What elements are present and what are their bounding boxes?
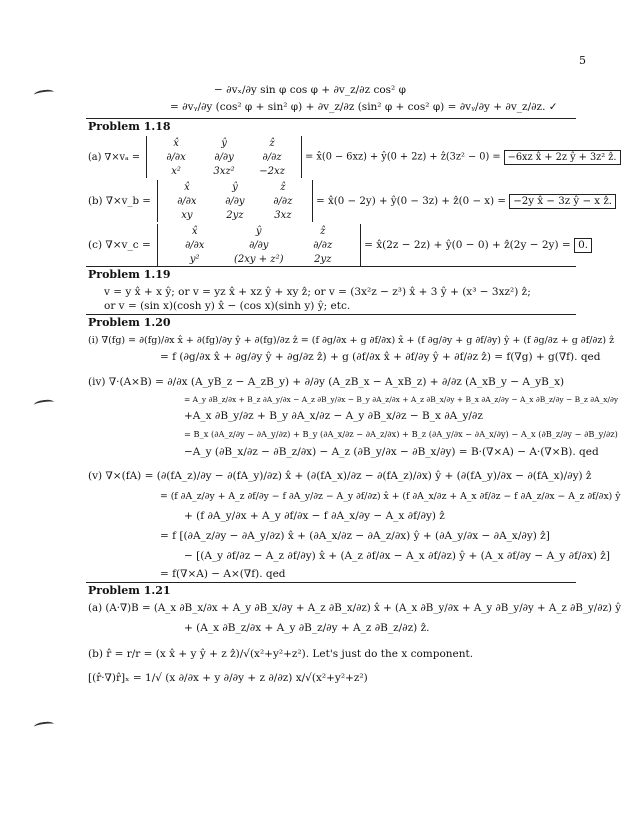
curl-c-result: = x̂(2z − 2z) + ŷ(0 − 0) + ẑ(2y − 2y) = (364, 239, 571, 251)
heading-1-21: Problem 1.21 (88, 584, 171, 597)
det-cell: ẑ (280, 181, 286, 193)
det-cell: ∂/∂x (166, 151, 186, 163)
rule-1-19 (86, 266, 576, 267)
identity-iv-line-2: = A_y ∂B_z/∂x + B_z ∂A_y/∂x − A_z ∂B_y/∂x − B_y ∂A_z/∂x + A_z ∂B_x/∂y + B_x ∂A_z/∂y − A_x ∂B_z/∂y − B_z ∂A_x/∂y (184, 395, 619, 404)
det-cell: xy (181, 209, 193, 221)
identity-i-line-1: (i) ∇(fg) = ∂(fg)/∂x x̂ + ∂(fg)/∂y ŷ + ∂(fg)/∂z ẑ = (f ∂g/∂x + g ∂f/∂x) x̂ + (f ∂g/∂y + g ∂f/∂y) ŷ + (f ∂g/∂z + g ∂f/∂z) ẑ (88, 335, 615, 346)
det-a-row-3 (152, 164, 296, 178)
curl-b-label: (b) ∇×v_b = (88, 194, 151, 207)
det-c-row-2 (163, 238, 355, 252)
curl-a-equation (88, 136, 621, 178)
det-cell: 3xz² (213, 165, 235, 177)
curl-b-determinant (157, 180, 313, 222)
margin-mark-bottom (34, 721, 55, 731)
rule-1-18 (86, 118, 576, 119)
curl-b-answer: −2y x̂ − 3z ŷ − x ẑ. (509, 194, 616, 209)
curl-a-answer: −6xz x̂ + 2z ŷ + 3z² ẑ. (504, 150, 621, 165)
det-cell: ŷ (255, 225, 262, 237)
continuation-line-2: = ∂vᵧ/∂y (cos² φ + sin² φ) + ∂v_z/∂z (sin² φ + cos² φ) = ∂vᵧ/∂y + ∂v_z/∂z. ✓ (170, 101, 558, 113)
det-cell: ∂/∂y (249, 239, 269, 251)
det-cell: y² (189, 253, 200, 265)
det-cell: −2xz (259, 165, 285, 177)
det-cell: ∂/∂z (262, 151, 282, 163)
det-cell: ẑ (269, 137, 275, 149)
p119-line-1: v = y x̂ + x ŷ; or v = yz x̂ + xz ŷ + xy ẑ; or v = (3x²z − z³) x̂ + 3 ŷ + (x³ − 3xz²) ẑ; (104, 286, 531, 298)
curl-c-equation (88, 224, 592, 266)
curl-c-label: (c) ∇×v_c = (88, 238, 151, 251)
p121-a-line-1: (a) (A·∇)B = (A_x ∂B_x/∂x + A_y ∂B_x/∂y + A_z ∂B_x/∂z) x̂ + (A_x ∂B_y/∂x + A_y ∂B_y/∂y + A_z ∂B_y/∂z) ŷ (88, 602, 622, 614)
det-cell: x̂ (173, 137, 179, 149)
det-a-row-2 (152, 150, 296, 164)
identity-v-line-1: (v) ∇×(fA) = (∂(fA_z)/∂y − ∂(fA_y)/∂z) x̂ + (∂(fA_x)/∂z − ∂(fA_z)/∂x) ŷ + (∂(fA_y)/∂x − ∂(fA_x)/∂y) ẑ (88, 470, 592, 482)
identity-v-line-6: = f(∇×A) − A×(∇f). qed (160, 568, 286, 580)
margin-mark-top (34, 89, 55, 99)
identity-i-line-2: = f (∂g/∂x x̂ + ∂g/∂y ŷ + ∂g/∂z ẑ) + g (∂f/∂x x̂ + ∂f/∂y ŷ + ∂f/∂z ẑ) = f(∇g) + g(∇f). qed (160, 351, 601, 363)
det-cell: x² (171, 165, 181, 177)
det-c-row-1 (163, 224, 355, 238)
curl-b-result: = x̂(0 − 2y) + ŷ(0 − 3z) + ẑ(0 − x) = (316, 195, 506, 207)
det-cell: ∂/∂z (273, 195, 293, 207)
det-cell: 3xz (274, 209, 292, 221)
curl-c-determinant (157, 224, 361, 266)
page-number: 5 (579, 54, 586, 67)
rule-1-20 (86, 314, 576, 315)
p119-line-2: or v = (sin x)(cosh y) x̂ − (cos x)(sinh y) ŷ; etc. (104, 300, 351, 312)
identity-iv-line-5: −A_y (∂B_x/∂z − ∂B_z/∂x) − A_z (∂B_y/∂x − ∂B_x/∂y) = B·(∇×A) − A·(∇×B). qed (184, 446, 599, 458)
det-cell: ŷ (232, 181, 238, 193)
det-b-row-2 (163, 194, 307, 208)
det-cell: ∂/∂y (214, 151, 234, 163)
curl-a-label: (a) ∇×vₐ = (88, 151, 141, 163)
identity-v-line-5: − [(A_y ∂f/∂z − A_z ∂f/∂y) x̂ + (A_z ∂f/∂x − A_x ∂f/∂z) ŷ + (A_x ∂f/∂y − A_y ∂f/∂x) ẑ] (184, 550, 610, 562)
curl-a-result: = x̂(0 − 6xz) + ŷ(0 + 2z) + ẑ(3z² − 0) = (305, 151, 501, 163)
heading-1-18: Problem 1.18 (88, 120, 171, 133)
heading-1-20: Problem 1.20 (88, 316, 171, 329)
identity-v-line-3: + (f ∂A_y/∂x + A_y ∂f/∂x − f ∂A_x/∂y − A_x ∂f/∂y) ẑ (184, 510, 445, 522)
det-cell: ∂/∂x (185, 239, 205, 251)
det-c-row-3 (163, 252, 355, 266)
det-cell: 2yz (226, 209, 244, 221)
det-cell: ∂/∂x (177, 195, 197, 207)
curl-c-answer: 0. (574, 238, 592, 253)
continuation-line-1: − ∂vₓ/∂y sin φ cos φ + ∂v_z/∂z cos² φ (214, 84, 406, 96)
p121-a-line-2: + (A_x ∂B_z/∂x + A_y ∂B_z/∂y + A_z ∂B_z/∂z) ẑ. (184, 622, 430, 634)
det-b-row-1 (163, 180, 307, 194)
heading-1-19: Problem 1.19 (88, 268, 171, 281)
det-cell: (2xy + z²) (234, 253, 284, 265)
curl-b-equation (88, 180, 616, 222)
det-cell: x̂ (191, 225, 198, 237)
identity-iv-line-1: (iv) ∇·(A×B) = ∂/∂x (A_yB_z − A_zB_y) + ∂/∂y (A_zB_x − A_xB_z) + ∂/∂z (A_xB_y − A_yB_x) (88, 376, 565, 388)
det-cell: ẑ (320, 225, 326, 237)
det-cell: ∂/∂z (313, 239, 333, 251)
p121-b-line-1: (b) r̂ = r/r = (x x̂ + y ŷ + z ẑ)/√(x²+y²+z²). Let's just do the x component. (88, 648, 474, 660)
identity-iv-line-3: +A_x ∂B_y/∂z + B_y ∂A_x/∂z − A_y ∂B_x/∂z − B_x ∂A_y/∂z (184, 410, 483, 422)
det-cell: x̂ (184, 181, 190, 193)
identity-v-line-2: = (f ∂A_z/∂y + A_z ∂f/∂y − f ∂A_y/∂z − A_y ∂f/∂z) x̂ + (f ∂A_x/∂z + A_x ∂f/∂z − f ∂A_z/∂x − A_z ∂f/∂x) ŷ (160, 491, 621, 502)
p121-b-line-2: [(r̂·∇)r̂]ₓ = 1/√ (x ∂/∂x + y ∂/∂y + z ∂/∂z) x/√(x²+y²+z²) (88, 672, 368, 684)
det-cell: 2yz (314, 253, 332, 265)
identity-v-line-4: = f [(∂A_z/∂y − ∂A_y/∂z) x̂ + (∂A_x/∂z − ∂A_z/∂x) ŷ + (∂A_y/∂x − ∂A_x/∂y) ẑ] (160, 530, 550, 542)
identity-iv-line-4: = B_x (∂A_z/∂y − ∂A_y/∂z) + B_y (∂A_x/∂z − ∂A_z/∂x) + B_z (∂A_y/∂x − ∂A_x/∂y) − A_x (∂B_z/∂y − ∂B_y/∂z) (184, 429, 618, 439)
det-b-row-3 (163, 208, 307, 222)
rule-1-21 (86, 582, 576, 583)
det-a-row-1 (152, 136, 296, 150)
margin-mark-middle (34, 399, 55, 409)
det-cell: ŷ (221, 137, 227, 149)
curl-a-determinant (146, 136, 302, 178)
det-cell: ∂/∂y (225, 195, 245, 207)
